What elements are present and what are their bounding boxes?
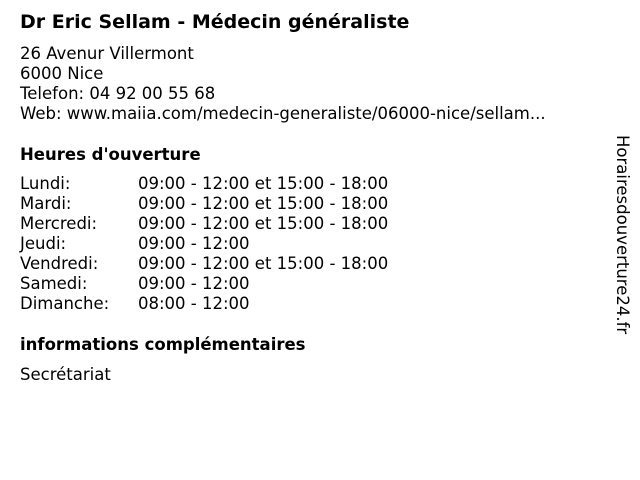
- opening-hours-heading: Heures d'ouverture: [20, 145, 201, 164]
- hours-row-wednesday: [20, 214, 388, 234]
- street-address: 26 Avenur Villermont: [20, 44, 194, 63]
- day-label: Samedi:: [20, 274, 88, 293]
- address-block: [20, 44, 546, 124]
- hours-row-monday: [20, 174, 388, 194]
- opening-hours-list: [20, 174, 388, 314]
- hours-row-thursday: [20, 234, 388, 254]
- hours-row-tuesday: [20, 194, 388, 214]
- additional-info-heading: informations complémentaires: [20, 335, 306, 354]
- hours-row-saturday: [20, 274, 388, 294]
- day-times: 09:00 - 12:00 et 15:00 - 18:00: [138, 214, 389, 233]
- page-title: Dr Eric Sellam - Médecin généraliste: [20, 11, 410, 33]
- day-times: 09:00 - 12:00: [138, 274, 250, 293]
- day-label: Vendredi:: [20, 254, 99, 273]
- day-label: Dimanche:: [20, 294, 110, 313]
- day-label: Lundi:: [20, 174, 71, 193]
- day-times: 09:00 - 12:00 et 15:00 - 18:00: [138, 174, 389, 193]
- day-times: 09:00 - 12:00 et 15:00 - 18:00: [138, 194, 389, 213]
- site-watermark: Horairesdouverture24.fr: [613, 135, 632, 335]
- city-address: 6000 Nice: [20, 64, 104, 83]
- day-times: 09:00 - 12:00 et 15:00 - 18:00: [138, 254, 389, 273]
- day-label: Mercredi:: [20, 214, 98, 233]
- day-label: Mardi:: [20, 194, 72, 213]
- website-link[interactable]: Web: www.maiia.com/medecin-generaliste/06000-nice/sellam...: [20, 104, 546, 123]
- phone-number: Telefon: 04 92 00 55 68: [20, 84, 216, 103]
- day-label: Jeudi:: [20, 234, 67, 253]
- day-times: 09:00 - 12:00: [138, 234, 250, 253]
- day-times: 08:00 - 12:00: [138, 294, 250, 313]
- hours-row-sunday: [20, 294, 388, 314]
- additional-info-text: Secrétariat: [20, 365, 111, 384]
- hours-row-friday: [20, 254, 388, 274]
